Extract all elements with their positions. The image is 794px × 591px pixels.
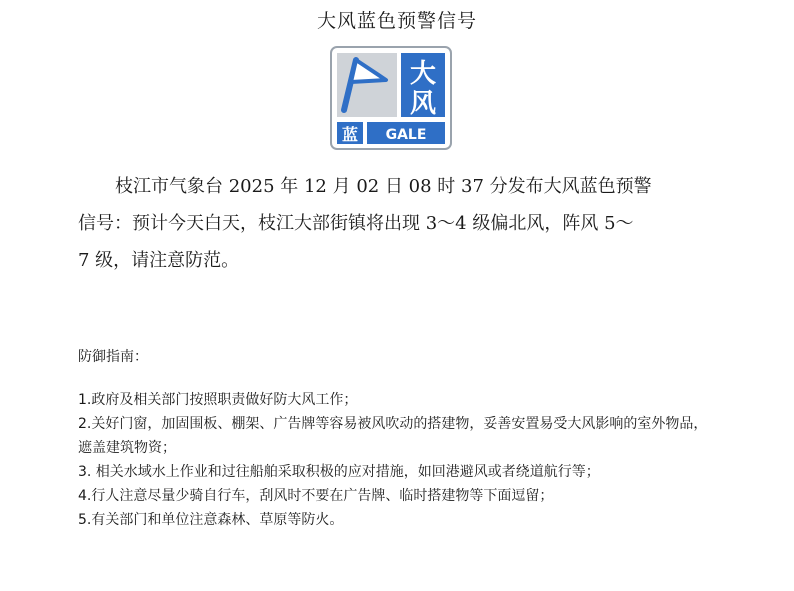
icon-label: GALE (385, 127, 427, 143)
notice-line: 7 级，请注意防范。 (78, 250, 240, 271)
notice-line: 枝江市气象台 2025 年 12 月 02 日 08 时 37 分发布大风蓝色预警 (115, 176, 652, 197)
guide-item: 4.行人注意尽量少骑自行车，刮风时不要在广告牌、临时搭建物等下面逗留； (78, 488, 554, 504)
page-title: 大风蓝色预警信号 (316, 10, 477, 32)
guide-item: 3. 相关水域水上作业和过往船舶采取积极的应对措施，如回港避风或者绕道航行等； (78, 464, 600, 480)
warning-notice (78, 168, 718, 279)
gale-blue-warning-icon (330, 46, 452, 150)
icon-level-char: 蓝 (341, 125, 359, 144)
notice-line: 信号：预计今天白天，枝江大部街镇将出现 3～4 级偏北风，阵风 5～ (78, 213, 634, 234)
icon-char-bottom: 风 (409, 89, 437, 119)
guide-heading: 防御指南： (78, 349, 148, 365)
guide-list (78, 388, 718, 532)
guide-item: 1.政府及相关部门按照职责做好防大风工作； (78, 392, 358, 408)
icon-char-top: 大 (409, 59, 437, 89)
guide-item: 2.关好门窗，加固围板、棚架、广告牌等容易被风吹动的搭建物，妥善安置易受大风影响的室外物品，遮盖建筑物资； (78, 416, 708, 456)
guide-item: 5.有关部门和单位注意森林、草原等防火。 (78, 512, 344, 528)
